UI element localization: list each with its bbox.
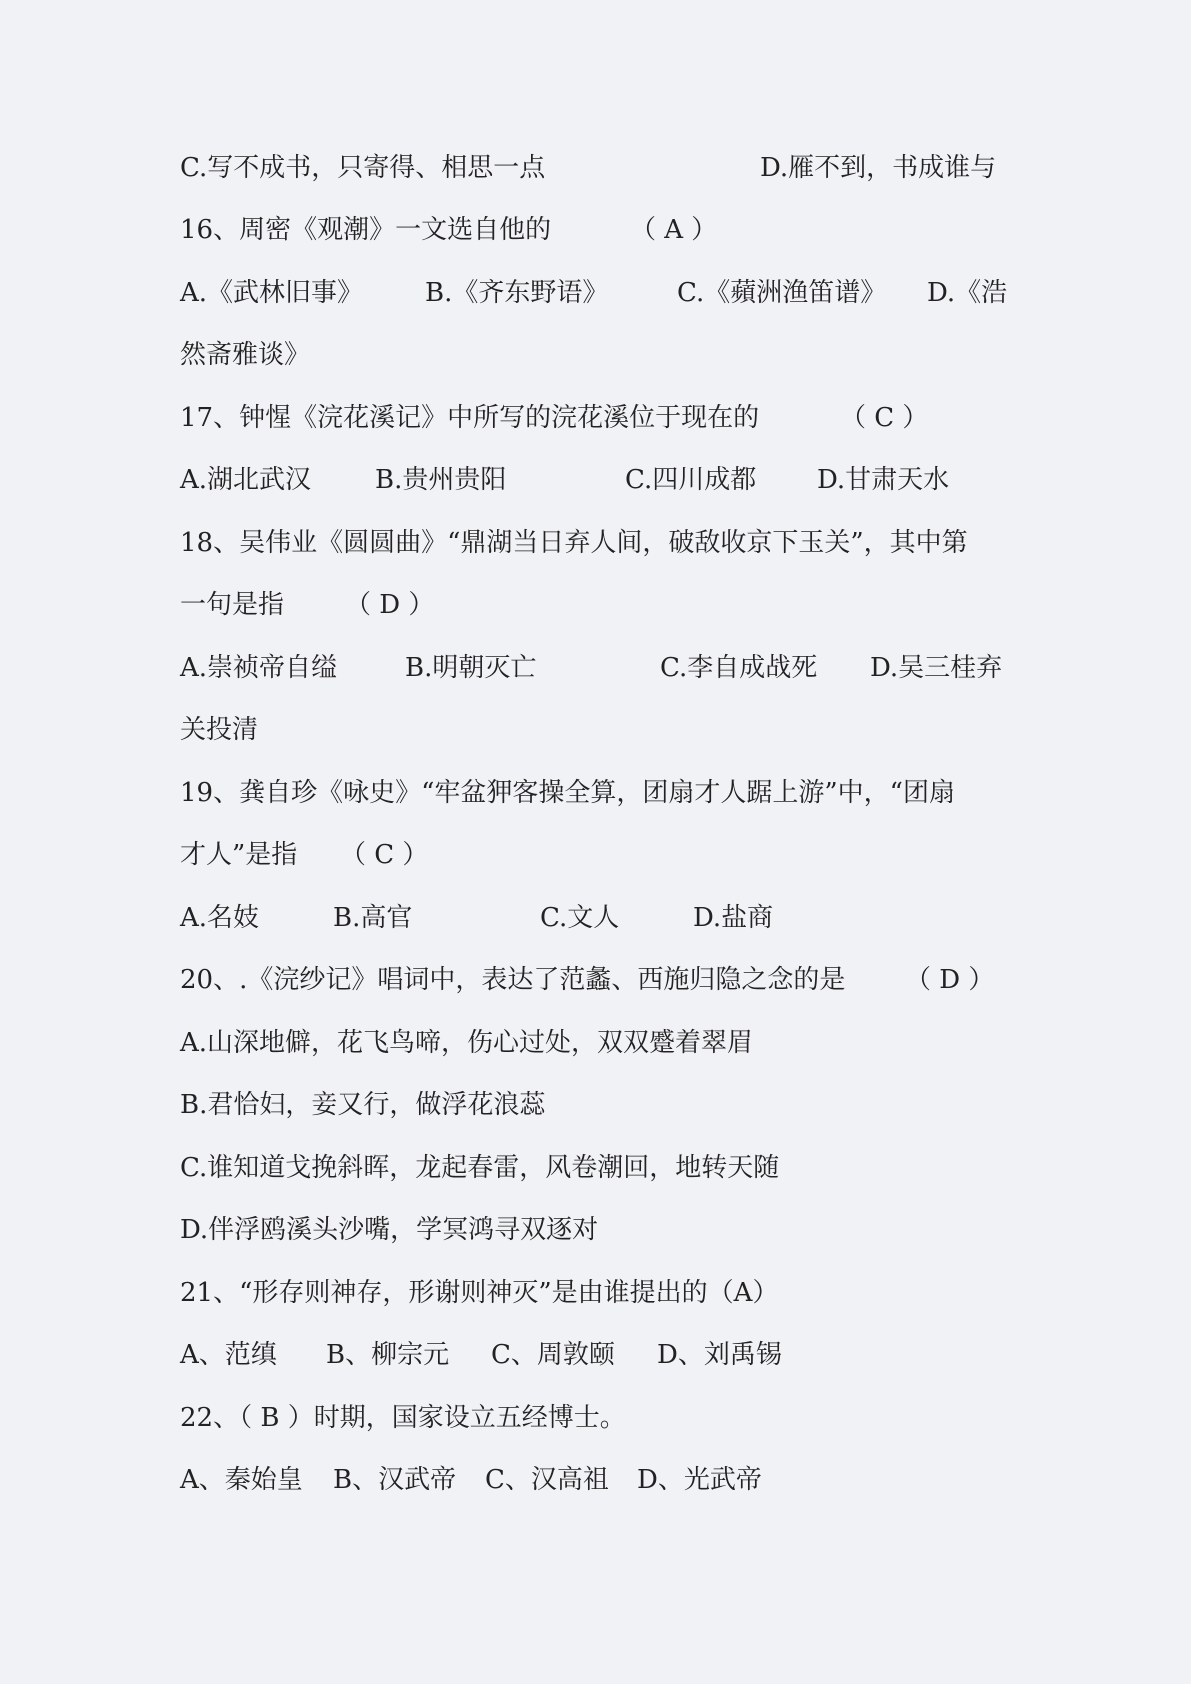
option-line (180, 1148, 1010, 1188)
options-line (180, 273, 1010, 313)
option-b: B、汉武帝 (333, 1465, 457, 1495)
option-d: D.《浩 (927, 278, 1008, 308)
text-line (180, 710, 1010, 750)
option-line (180, 1023, 1010, 1063)
text-line (180, 148, 1010, 188)
option-c: C、汉高祖 (485, 1465, 609, 1495)
options-line (180, 898, 1010, 938)
option-c: C.李自成战死 (660, 653, 818, 683)
options-line (180, 1460, 1010, 1500)
option-d: D.甘肃天水 (817, 465, 950, 495)
answer-mark: （ C ） (340, 840, 429, 870)
option-c: C.文人 (540, 903, 620, 933)
question-16 (180, 210, 1010, 250)
option-line (180, 1210, 1010, 1250)
option-d: D.雁不到，书成谁与 (760, 153, 997, 183)
option-d: D.伴浮鸥溪头沙嘴，学冥鸿寻双逐对 (180, 1215, 599, 1245)
answer-mark: （ D ） (345, 590, 435, 620)
option-b: B.高官 (333, 903, 413, 933)
question-text: 22、（ B ）时期，国家设立五经博士。 (180, 1403, 626, 1433)
options-line (180, 460, 1010, 500)
option-a: A.山深地僻，花飞鸟啼，伤心过处，双双蹙着翠眉 (180, 1028, 754, 1058)
option-c: C.谁知道戈挽斜晖，龙起春雷，风卷潮回，地转天随 (180, 1153, 780, 1183)
option-d: D.吴三桂弃 (870, 653, 1003, 683)
option-a: A、范缜 (180, 1340, 277, 1370)
question-text: 才人”是指 (180, 840, 298, 870)
option-b: B.君恰妇，妾又行，做浮花浪蕊 (180, 1090, 546, 1120)
option-d-continued: 然斋雅谈》 (180, 340, 311, 370)
options-line (180, 648, 1010, 688)
option-b: B、柳宗元 (326, 1340, 450, 1370)
option-b: B.《齐东野语》 (425, 278, 609, 308)
text-line (180, 585, 1010, 625)
option-a: A.崇祯帝自缢 (180, 653, 338, 683)
answer-mark: （ A ） (630, 215, 718, 245)
question-text: 21、“形存则神存，形谢则神灭”是由谁提出的（A） (180, 1278, 779, 1308)
option-c: C、周敦颐 (491, 1340, 615, 1370)
option-b: B.贵州贵阳 (375, 465, 507, 495)
question-22 (180, 1398, 1010, 1438)
question-20 (180, 960, 1010, 1000)
question-text: 20、.《浣纱记》唱词中，表达了范蠡、西施归隐之念的是 (180, 965, 846, 995)
question-21 (180, 1273, 1010, 1313)
question-text: 17、钟惺《浣花溪记》中所写的浣花溪位于现在的 (180, 403, 760, 433)
question-text: 16、周密《观潮》一文选自他的 (180, 215, 552, 245)
question-text: 18、吴伟业《圆圆曲》“鼎湖当日弃人间，破敌收京下玉关”，其中第 (180, 528, 968, 558)
option-b: B.明朝灭亡 (405, 653, 537, 683)
answer-mark: （ C ） (840, 403, 929, 433)
option-a: A.名妓 (180, 903, 260, 933)
option-c: C.写不成书，只寄得、相思一点 (180, 153, 546, 183)
question-18 (180, 523, 1010, 563)
option-d-continued: 关投清 (180, 715, 259, 745)
option-d: D.盐商 (693, 903, 774, 933)
option-a: A、秦始皇 (180, 1465, 303, 1495)
question-19 (180, 773, 1010, 813)
text-line (180, 335, 1010, 375)
question-text: 19、龚自珍《咏史》“牢盆狎客操全算，团扇才人踞上游”中，“团扇 (180, 778, 955, 808)
question-17 (180, 398, 1010, 438)
answer-mark: （ D ） (905, 965, 995, 995)
option-c: C.四川成都 (625, 465, 757, 495)
text-line (180, 835, 1010, 875)
options-line (180, 1335, 1010, 1375)
option-a: A.《武林旧事》 (180, 278, 364, 308)
option-a: A.湖北武汉 (180, 465, 312, 495)
option-c: C.《蘋洲渔笛谱》 (677, 278, 887, 308)
option-line (180, 1085, 1010, 1125)
question-text: 一句是指 (180, 590, 285, 620)
option-d: D、刘禹锡 (657, 1340, 782, 1370)
option-d: D、光武帝 (637, 1465, 762, 1495)
